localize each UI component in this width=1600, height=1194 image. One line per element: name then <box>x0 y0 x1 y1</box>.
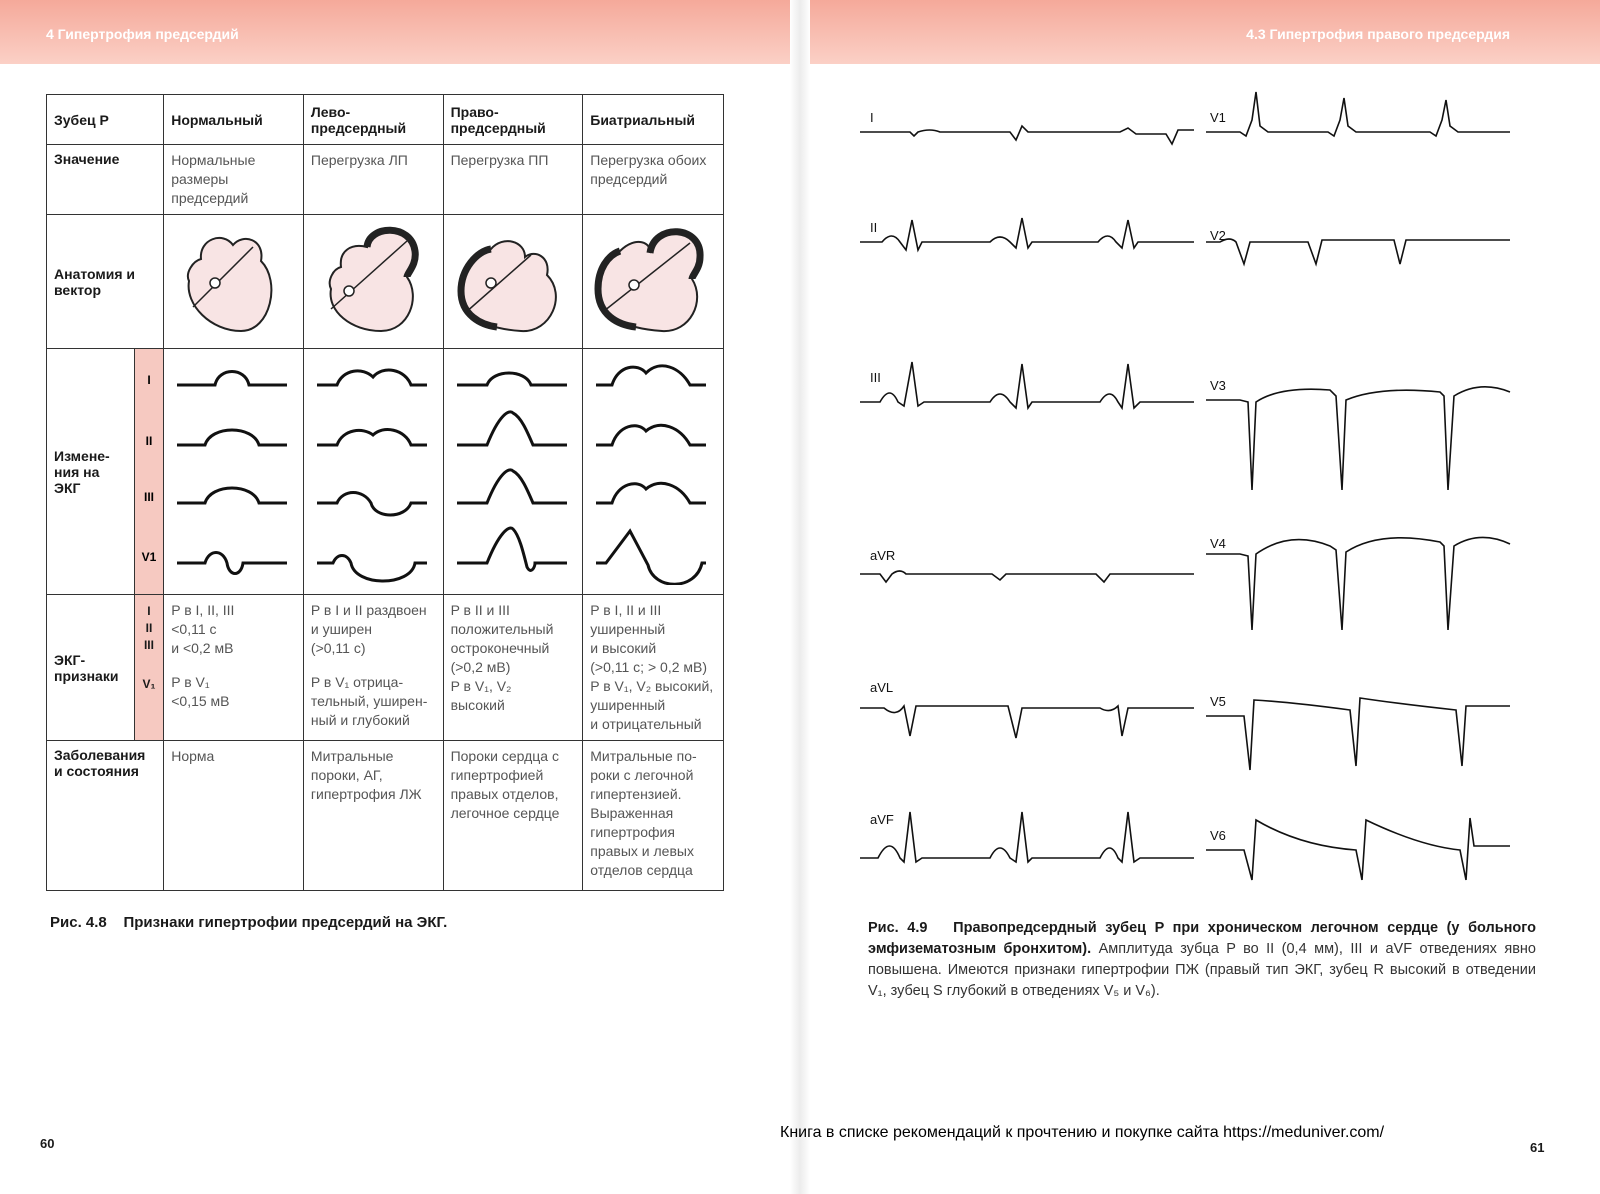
signs-normal-top: P в I, II, III <0,11 с и <0,2 мВ <box>171 602 235 656</box>
ecg-trace-avr <box>860 571 1194 582</box>
row-label-diseases: Заболевания и состояния <box>47 741 164 891</box>
waves-right-atrial <box>443 349 583 595</box>
meaning-biatrial: Перегрузка обоих предсердий <box>583 145 724 215</box>
fig48-caption <box>50 914 447 931</box>
ecg-label-avf: aVF <box>870 812 894 827</box>
ecg-12-lead <box>860 90 1550 890</box>
ecg-trace-iii <box>860 362 1194 408</box>
signs-normal-v1: P в V₁ <0,15 мВ <box>171 674 230 709</box>
disease-left: Митральные пороки, АГ, гипертрофия ЛЖ <box>303 741 443 891</box>
heart-right-atrial <box>443 215 583 349</box>
disease-biatrial: Митральные по-роки с легочной гипертензией. Выраженная гипертрофия правых и левых отделов сердца <box>583 741 724 891</box>
header-left <box>0 0 800 64</box>
fig48-number: Рис. 4.8 <box>50 914 107 931</box>
signs-left-v1: P в V₁ отрица- тельный, уширен- ный и глубокий <box>310 674 428 728</box>
page-number-right: 61 <box>1530 1140 1545 1155</box>
signs-leads-top: I II III <box>143 604 154 652</box>
signs-normal <box>164 595 304 741</box>
col-header-right-atrial: Право- предсердный <box>443 95 583 145</box>
header-left-title: 4 Гипертрофия предсердий <box>46 26 239 42</box>
signs-lead-v1: V₁ <box>142 677 156 691</box>
ecg-label-iii: III <box>870 370 881 385</box>
signs-biatrial <box>583 595 724 741</box>
ecg-trace-v1 <box>1206 92 1510 136</box>
ecg-label-v4: V4 <box>1210 536 1226 551</box>
row-label-anatomy: Анатомия и вектор <box>47 215 164 349</box>
ecg-trace-v6 <box>1206 818 1510 880</box>
disease-right: Пороки сердца с гипертрофией правых отделов, легочное сердце <box>443 741 583 891</box>
meaning-normal: Нормальные размеры предсердий <box>164 145 304 215</box>
ecg-label-i: I <box>870 110 874 125</box>
footer-note: Книга в списке рекомендаций к прочтению и покупке сайта https://meduniver.com/ <box>780 1124 1385 1141</box>
fig49-title: Правопредсердный зубец P при хроническом легочном сердце (у больного эмфизематозным бронхитом). <box>868 920 1536 957</box>
signs-right-top: P в II и III положительный остроконечный (>0,2 мВ) <box>450 602 554 675</box>
col-header-normal: Нормальный <box>164 95 304 145</box>
ecg-trace-v3 <box>1206 387 1510 490</box>
heart-normal <box>164 215 304 349</box>
col-header-p-wave: Зубец P <box>47 95 164 145</box>
lead-label-ii: II <box>145 434 153 448</box>
ecg-label-v6: V6 <box>1210 828 1226 843</box>
header-right <box>800 0 1600 64</box>
atrial-hypertrophy-table <box>46 94 724 891</box>
ecg-label-v2: V2 <box>1210 228 1226 243</box>
row-label-meaning: Значение <box>47 145 164 215</box>
col-header-biatrial: Биатриальный <box>583 95 724 145</box>
signs-left-atrial <box>303 595 443 741</box>
ecg-label-v1: V1 <box>1210 110 1226 125</box>
ecg-label-avr: aVR <box>870 548 896 563</box>
row-label-signs: ЭКГ-признаки <box>47 595 135 741</box>
header-right-title: 4.3 Гипертрофия правого предсердия <box>1246 26 1510 42</box>
lead-label-iii: III <box>143 490 154 504</box>
signs-biatrial-v1: P в V₁, V₂ высокий, уширенный и отрицательный <box>590 678 714 732</box>
ecg-trace-v4 <box>1206 537 1510 630</box>
book-spine <box>790 0 810 1194</box>
lead-label-i: I <box>147 373 151 387</box>
lead-labels-column <box>134 349 164 595</box>
row-label-ecg-changes: Измене-ния на ЭКГ <box>47 349 135 595</box>
page-number-left: 60 <box>40 1136 55 1151</box>
fig49-text: Амплитуда зубца P во II (0,4 мм), III и aVF отведениях явно повышена. Имеются признаки гипертрофии ПЖ (правый тип ЭКГ, зубец R высокий в отведении V₁, зубец S глубокий в отведениях V₅ и V₆). <box>868 941 1536 999</box>
waves-biatrial <box>583 349 724 595</box>
ecg-trace-v2 <box>1206 239 1510 264</box>
ecg-label-v3: V3 <box>1210 378 1226 393</box>
signs-right-atrial <box>443 595 583 741</box>
disease-normal: Норма <box>164 741 304 891</box>
ecg-label-avl: aVL <box>870 680 894 695</box>
signs-lead-column <box>134 595 164 741</box>
meaning-left: Перегрузка ЛП <box>303 145 443 215</box>
meaning-right: Перегрузка ПП <box>443 145 583 215</box>
waves-left-atrial <box>303 349 443 595</box>
ecg-trace-avf <box>860 812 1194 862</box>
ecg-trace-ii <box>860 218 1194 250</box>
ecg-trace-v5 <box>1206 698 1510 770</box>
heart-left-atrial <box>303 215 443 349</box>
ecg-trace-i <box>860 126 1194 144</box>
heart-biatrial <box>583 215 724 349</box>
fig48-title: Признаки гипертрофии предсердий на ЭКГ. <box>123 914 448 931</box>
col-header-left-atrial: Лево- предсердный <box>303 95 443 145</box>
waves-normal <box>164 349 304 595</box>
ecg-label-ii: II <box>870 220 878 235</box>
ecg-trace-avl <box>860 706 1194 738</box>
signs-right-v1: P в V₁, V₂ высокий <box>450 678 512 713</box>
ecg-label-v5: V5 <box>1210 694 1226 709</box>
signs-left-top: P в I и II раздвоен и уширен (>0,11 с) <box>310 602 427 656</box>
fig49-caption <box>868 918 1536 1002</box>
fig49-number: Рис. 4.9 <box>868 920 928 936</box>
lead-label-v1: V1 <box>141 550 157 564</box>
signs-biatrial-top: P в I, II и III уширенный и высокий (>0,11 с; > 0,2 мВ) <box>590 602 708 675</box>
